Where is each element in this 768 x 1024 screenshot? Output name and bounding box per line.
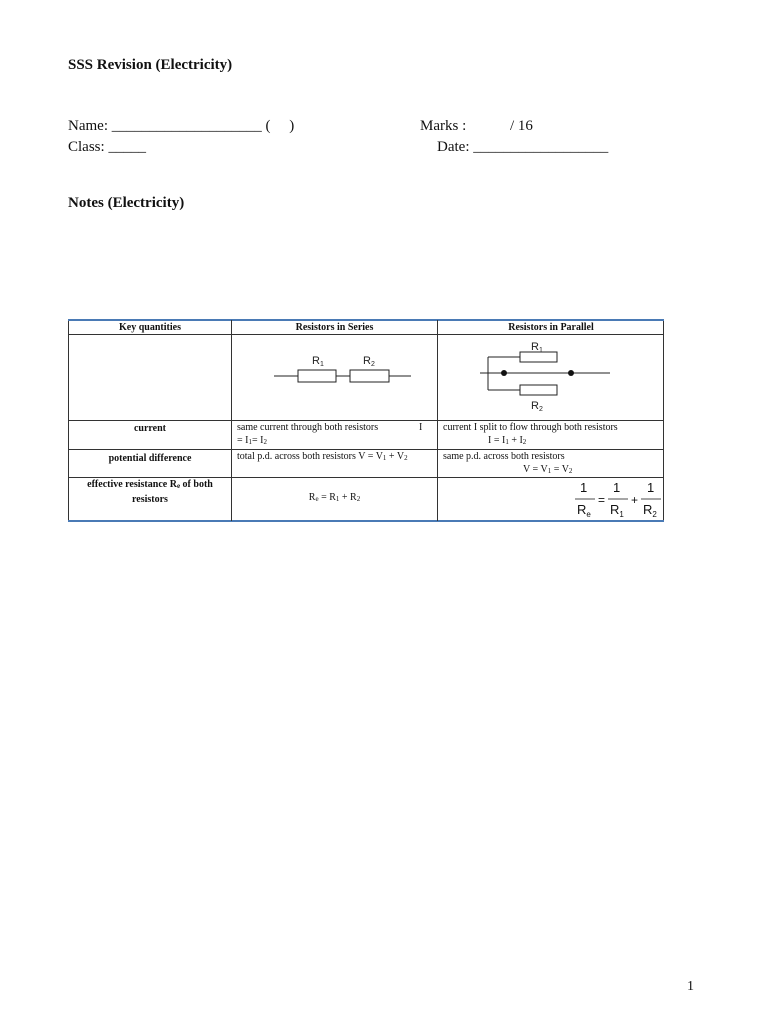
junction-right-dot	[568, 370, 574, 376]
fraction1-numerator: 1	[580, 480, 588, 495]
date-label: Date:	[437, 139, 470, 155]
parallel-circuit-diagram	[438, 335, 664, 420]
fraction3-numerator: 1	[647, 480, 655, 495]
parallel-resistance-formula	[438, 477, 664, 522]
marks-field	[420, 118, 533, 135]
date-field	[437, 139, 608, 156]
header-resistors-parallel: Resistors in Parallel	[508, 322, 594, 333]
section-heading: Notes (Electricity)	[68, 195, 185, 211]
document-title: SSS Revision (Electricity)	[68, 57, 233, 73]
parallel-current-line1: current I split to flow through both resistors	[443, 422, 618, 433]
series-pd-text: total p.d. across both resistors V = V1 + V2	[237, 451, 408, 462]
page-number: 1	[687, 979, 694, 994]
series-current-text	[237, 421, 435, 449]
fraction2-denominator: $R_1$	[610, 502, 624, 519]
parallel-pd-text	[443, 450, 661, 478]
fraction2-numerator: 1	[613, 480, 621, 495]
header-resistors-series: Resistors in Series	[295, 322, 374, 333]
row-label-current: current	[133, 423, 167, 434]
resistor-r2-symbol	[520, 385, 557, 395]
class-label: Class:	[68, 139, 105, 155]
parallel-current-text	[443, 421, 661, 449]
series-resistance-formula: Re = R1 + R2	[308, 492, 361, 503]
marks-label: Marks :	[420, 118, 467, 134]
class-field	[68, 139, 146, 156]
parallel-r1-label: R1	[531, 341, 543, 354]
fraction1-denominator: $R_e$	[577, 502, 591, 519]
equals-sign: =	[598, 493, 606, 507]
parallel-r2-label: R2	[531, 400, 543, 413]
row-label-effective-resistance: effective resistance Re of both resistors	[87, 479, 213, 505]
plus-sign: +	[631, 493, 639, 507]
class-blank: _____	[108, 139, 146, 155]
name-blank: ____________________	[111, 118, 262, 134]
header-key-quantities: Key quantities	[119, 322, 181, 333]
date-blank: __________________	[473, 139, 609, 155]
junction-left-dot	[501, 370, 507, 376]
series-current-symbol: I	[419, 422, 423, 433]
parallel-current-line2: I = I1 + I2	[488, 435, 527, 446]
resistor-r1-symbol	[298, 370, 336, 382]
resistor-r2-symbol	[350, 370, 389, 382]
series-current-line2: = I1= I2	[237, 435, 267, 446]
parallel-pd-line2: V = V1 = V2	[523, 464, 573, 475]
series-current-line1: same current through both resistors	[237, 422, 379, 433]
parallel-pd-line1: same p.d. across both resistors	[443, 451, 565, 462]
marks-total: / 16	[510, 118, 533, 134]
name-field	[68, 118, 294, 135]
name-label: Name:	[68, 118, 108, 134]
row-label-potential-difference: potential difference	[108, 453, 192, 464]
electricity-notes-table	[68, 319, 664, 522]
register-number-blank: ( )	[265, 118, 295, 134]
series-r1-label: R1	[312, 355, 324, 368]
series-r2-label: R2	[363, 355, 375, 368]
series-circuit-diagram	[232, 335, 437, 420]
fraction3-denominator: $R_2$	[643, 502, 657, 519]
